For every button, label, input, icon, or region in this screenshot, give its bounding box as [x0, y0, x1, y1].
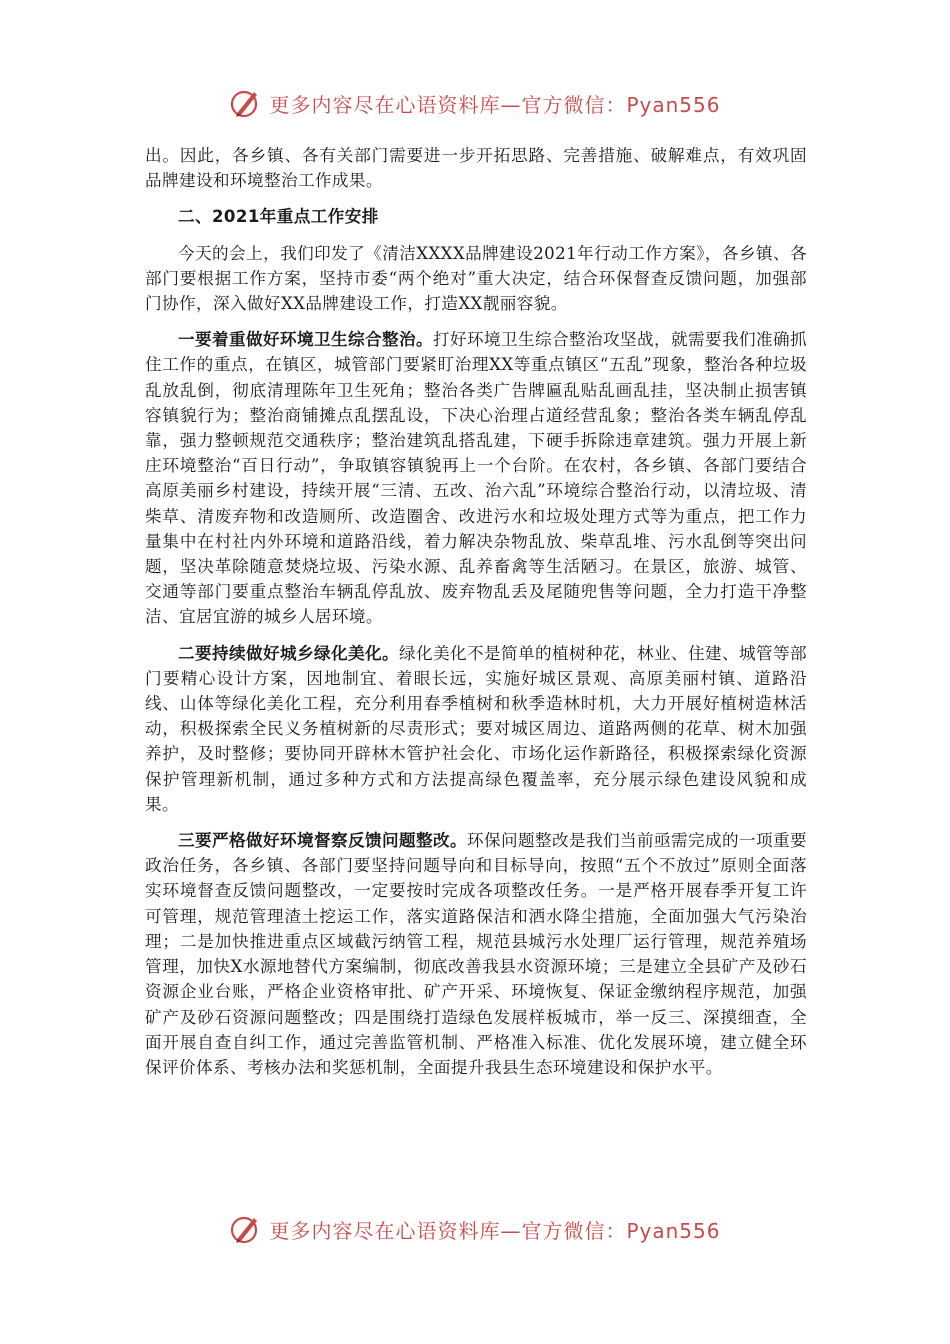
pen-logo-icon [229, 1212, 263, 1246]
paragraph-rectification [145, 828, 807, 1080]
header-watermark [0, 86, 950, 120]
pen-logo-icon [229, 86, 263, 120]
watermark-text: 更多内容尽在心语资料库—官方微信：Pyan556 [269, 92, 721, 117]
paragraph-body: 打好环境卫生综合整治攻坚战，就需要我们准确抓住工作的重点，在镇区，城管部门要紧盯治理XX等重点镇区“五乱”现象，整治各种垃圾乱放乱倒，彻底清理陈年卫生死角；整治各类广告牌匾乱贴乱画乱挂，坚决制止损害镇容镇貌行为；整治商铺摊点乱摆乱设，下决心治理占道经营乱象；整治各类车辆乱停乱靠，强力整顿规范交通秩序；整治建筑乱搭乱建，下硬手拆除违章建筑。强力开展上新庄环境整治“百日行动”，争取镇容镇貌再上一个台阶。在农村，各乡镇、各部门要结合高原美丽乡村建设，持续开展“三清、五改、治六乱”环境综合整治行动，以清垃圾、清柴草、清废弃物和改造厕所、改造圈舍、改进污水和垃圾处理方式等为重点，把工作力量集中在村社内外环境和道路沿线，着力解决杂物乱放、柴草乱堆、污水乱倒等突出问题，坚决革除随意焚烧垃圾、污染水源、乱养畜禽等生活陋习。在景区，旅游、城管、交通等部门要重点整治车辆乱停乱放、废弃物乱丢及尾随兜售等问题，全力打造干净整洁、宜居宜游的城乡人居环境。 [145, 330, 807, 627]
section-heading: 二、2021年重点工作安排 [178, 207, 379, 227]
paragraph-body: 绿化美化不是简单的植树种花，林业、住建、城管等部门要精心设计方案，因地制宜、着眼长远，实施好城区景观、高原美丽村镇、道路沿线、山体等绿化美化工程，充分利用春季植树和秋季造林时机，大力开展好植树造林活动，积极探索全民义务植树新的尽责形式；要对城区周边、道路两侧的花草、树木加强养护，及时整修；要协同开辟林木管护社会化、市场化运作新路径，积极探索绿化资源保护管理新机制，通过多种方式和方法提高绿色覆盖率，充分展示绿色建设风貌和成果。 [145, 643, 807, 814]
paragraph-intro: 今天的会上，我们印发了《清洁XXXX品牌建设2021年行动工作方案》，各乡镇、各部门要根据工作方案，坚持市委“两个绝对”重大决定，结合环保督查反馈问题，加强部门协作，深入做好XX品牌建设工作，打造XX靓丽容貌。 [145, 243, 807, 314]
paragraph-lead: 一要着重做好环境卫生综合整治。 [178, 329, 433, 350]
paragraph-lead: 三要严格做好环境督察反馈问题整改。 [178, 830, 467, 851]
footer-watermark [0, 1212, 950, 1246]
paragraph-continuation: 出。因此，各乡镇、各有关部门需要进一步开拓思路、完善措施、破解难点，有效巩固品牌建设和环境整治工作成果。 [145, 146, 807, 191]
paragraph-greening [145, 641, 807, 817]
document-body [145, 143, 807, 1091]
paragraph-sanitation [145, 327, 807, 629]
paragraph-lead: 二要持续做好城乡绿化美化。 [178, 642, 399, 663]
watermark-text: 更多内容尽在心语资料库—官方微信：Pyan556 [269, 1218, 721, 1243]
paragraph-body: 环保问题整改是我们当前亟需完成的一项重要政治任务，各乡镇、各部门要坚持问题导向和目标导向，按照“五个不放过”原则全面落实环境督查反馈问题整改，一定要按时完成各项整改任务。一是严格开展春季开复工许可管理，规范管理渣土挖运工作，落实道路保洁和洒水降尘措施，全面加强大气污染治理；二是加快推进重点区域截污纳管工程，规范县城污水处理厂运行管理，规范养殖场管理，加快X水源地替代方案编制，彻底改善我县水资源环境；三是建立全县矿产及砂石资源企业台账，严格企业资格审批、矿产开采、环境恢复、保证金缴纳程序规范，加强矿产及砂石资源问题整改；四是围绕打造绿色发展样板城市，举一反三、深摸细查，全面开展自查自纠工作，通过完善监管机制、严格准入标准、优化发展环境，建立健全环保评价体系、考核办法和奖惩机制，全面提升我县生态环境建设和保护水平。 [145, 831, 807, 1077]
